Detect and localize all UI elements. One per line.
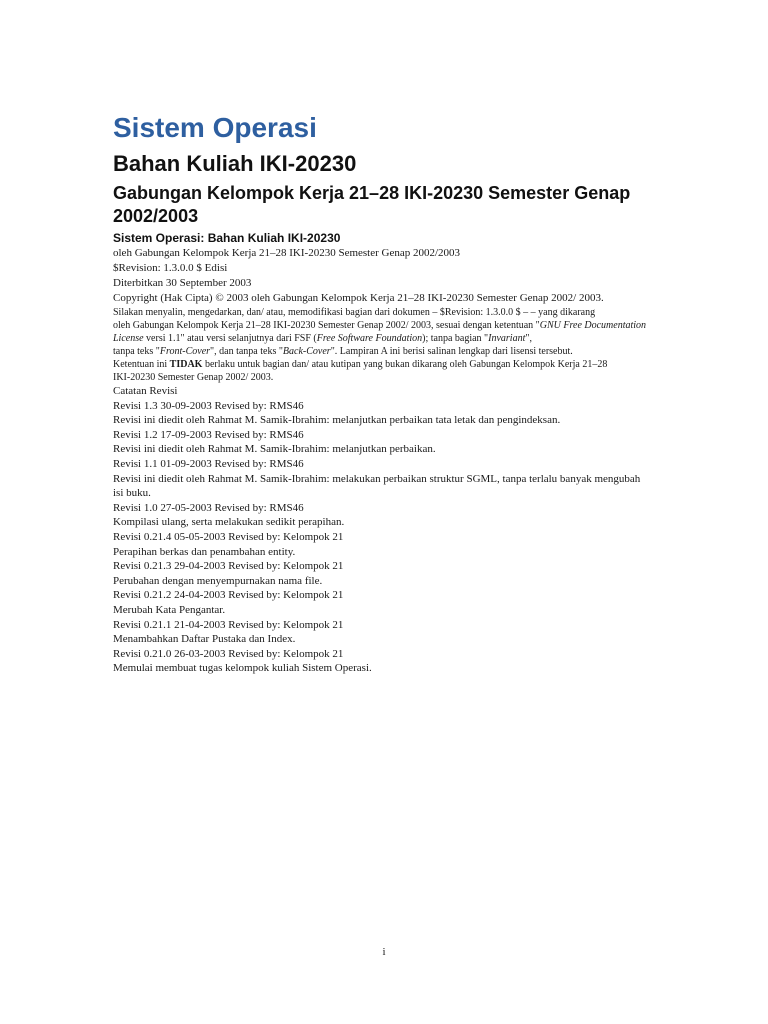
revision-header: Revisi 1.3 30-09-2003 Revised by: RMS46 — [113, 399, 304, 412]
page-number: i — [382, 946, 386, 958]
revision-note: Perapihan berkas dan penambahan entity. — [113, 545, 296, 558]
license-paragraph-1: Silakan menyalin, mengedarkan, dan/ atau, memodifikasi bagian dari dokumen – $Revision: 1.3.0.0 $ – – yang dikarang — [113, 307, 596, 318]
license-emphasis: TIDAK — [169, 359, 203, 370]
document-page — [113, 108, 653, 676]
document-title: Sistem Operasi — [113, 112, 317, 143]
revision-note: Menambahkan Daftar Pustaka dan Index. — [113, 633, 296, 646]
copyright-line: Copyright (Hak Cipta) © 2003 oleh Gabungan Kelompok Kerja 21–28 IKI-20230 Semester Genap 2002/ 2003. — [113, 292, 604, 304]
revisions-heading: Catatan Revisi — [113, 385, 178, 397]
license-name: GNU Free Documentation License — [113, 320, 647, 344]
back-cover-term: Back-Cover — [282, 346, 331, 357]
document-group: Gabungan Kelompok Kerja 21–28 IKI-20230 Semester Genap 2002/2003 — [113, 183, 631, 226]
author-line: oleh Gabungan Kelompok Kerja 21–28 IKI-20230 Semester Genap 2002/2003 — [113, 247, 461, 259]
license-paragraph-4: Ketentuan ini TIDAK berlaku untuk bagian dan/ atau kutipan yang bukan dikarang oleh Gabungan Kelompok Kerja 21–28 — [113, 359, 608, 370]
revision-header: Revisi 0.21.4 05-05-2003 Revised by: Kelompok 21 — [113, 530, 344, 543]
revision-header: Revisi 0.21.0 26-03-2003 Revised by: Kelompok 21 — [113, 647, 344, 660]
revision-list — [113, 399, 653, 676]
license-paragraph-5: IKI-20230 Semester Genap 2002/ 2003. — [113, 372, 274, 383]
edition-line: $Revision: 1.3.0.0 $ Edisi — [113, 262, 228, 274]
revision-item — [113, 588, 653, 617]
revision-header: Revisi 0.21.2 24-04-2003 Revised by: Kelompok 21 — [113, 589, 344, 602]
revision-note: Merubah Kata Pengantar. — [113, 603, 226, 616]
revision-note: Revisi ini diedit oleh Rahmat M. Samik-Ibrahim: melanjutkan perbaikan tata letak dan pengindeksan. — [113, 414, 561, 427]
book-title: Sistem Operasi: Bahan Kuliah IKI-20230 — [113, 231, 341, 245]
license-block — [113, 306, 653, 384]
revision-item — [113, 618, 653, 647]
revision-item — [113, 457, 653, 501]
revision-item — [113, 399, 653, 428]
revision-header: Revisi 1.2 17-09-2003 Revised by: RMS46 — [113, 428, 304, 441]
published-line: Diterbitkan 30 September 2003 — [113, 277, 252, 289]
revision-header: Revisi 1.1 01-09-2003 Revised by: RMS46 — [113, 457, 304, 470]
revision-item — [113, 501, 653, 530]
revision-note: Perubahan dengan menyempurnakan nama file. — [113, 574, 323, 587]
license-paragraph-3: tanpa teks "Front-Cover", dan tanpa teks "Back-Cover". Lampiran A ini berisi salinan lengkap dari lisensi tersebut. — [113, 346, 573, 357]
front-cover-term: Front-Cover — [159, 346, 211, 357]
revision-item — [113, 647, 653, 676]
invariant-term: Invariant — [488, 333, 526, 344]
revision-header: Revisi 0.21.3 29-04-2003 Revised by: Kelompok 21 — [113, 560, 344, 573]
revision-header: Revisi 0.21.1 21-04-2003 Revised by: Kelompok 21 — [113, 618, 344, 631]
license-paragraph-2: oleh Gabungan Kelompok Kerja 21–28 IKI-20230 Semester Genap 2002/ 2003, sesuai dengan ketentuan "GNU Free Documentation License versi 1.1" atau versi selanjutnya dari FSF (Free Software Foundation); tanpa bagian "Invariant", — [113, 320, 647, 344]
revision-note: Memulai membuat tugas kelompok kuliah Sistem Operasi. — [113, 662, 372, 675]
revision-item — [113, 530, 653, 559]
revision-header: Revisi 1.0 27-05-2003 Revised by: RMS46 — [113, 501, 304, 514]
revision-note: Revisi ini diedit oleh Rahmat M. Samik-Ibrahim: melakukan perbaikan struktur SGML, tanpa terlalu banyak mengubah isi buku. — [113, 472, 641, 500]
fsf-name: Free Software Foundation — [316, 333, 423, 344]
revision-note: Kompilasi ulang, serta melakukan sedikit perapihan. — [113, 516, 345, 529]
revision-note: Revisi ini diedit oleh Rahmat M. Samik-Ibrahim: melanjutkan perbaikan. — [113, 443, 436, 456]
document-subtitle: Bahan Kuliah IKI-20230 — [113, 151, 357, 176]
revision-item — [113, 559, 653, 588]
revision-item — [113, 428, 653, 457]
